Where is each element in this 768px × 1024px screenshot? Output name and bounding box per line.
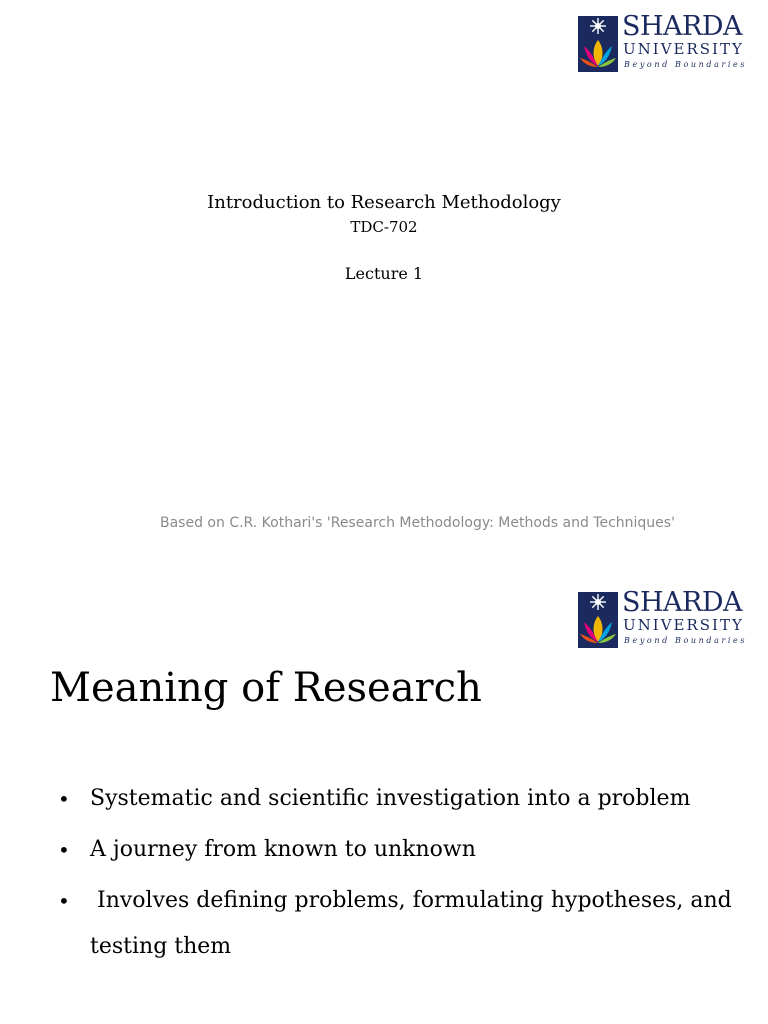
slide-meaning-of-research [0,576,768,1024]
bullet-text: Involves defining problems, formulating hypotheses, and testing them [90,888,739,959]
university-logo [578,11,750,74]
list-item [58,827,738,873]
bullet-dot-icon: • [58,838,70,862]
logo-tagline: Beyond Boundaries [624,636,748,645]
presentation-title: Introduction to Research Methodology [207,192,561,213]
bullet-text: A journey from known to unknown [90,837,476,862]
bullet-list [58,776,738,975]
source-note: Based on C.R. Kothari's 'Research Methodology: Methods and Techniques' [160,515,675,531]
course-code: TDC-702 [350,218,418,236]
logo-subtitle: UNIVERSITY [623,616,744,634]
lotus-emblem-icon [578,592,618,648]
logo-name: SHARDA [622,11,743,42]
list-item [58,776,738,822]
lecture-number: Lecture 1 [344,264,424,283]
bullet-dot-icon: • [58,889,70,913]
logo-tagline: Beyond Boundaries [624,60,748,69]
logo-subtitle: UNIVERSITY [623,40,744,58]
lotus-emblem-icon [578,16,618,72]
bullet-dot-icon: • [58,787,70,811]
university-logo [578,587,750,650]
list-item [58,878,738,970]
logo-name: SHARDA [622,587,743,618]
slide-heading: Meaning of Research [50,665,482,711]
bullet-text: Systematic and scientific investigation into a problem [90,786,691,811]
